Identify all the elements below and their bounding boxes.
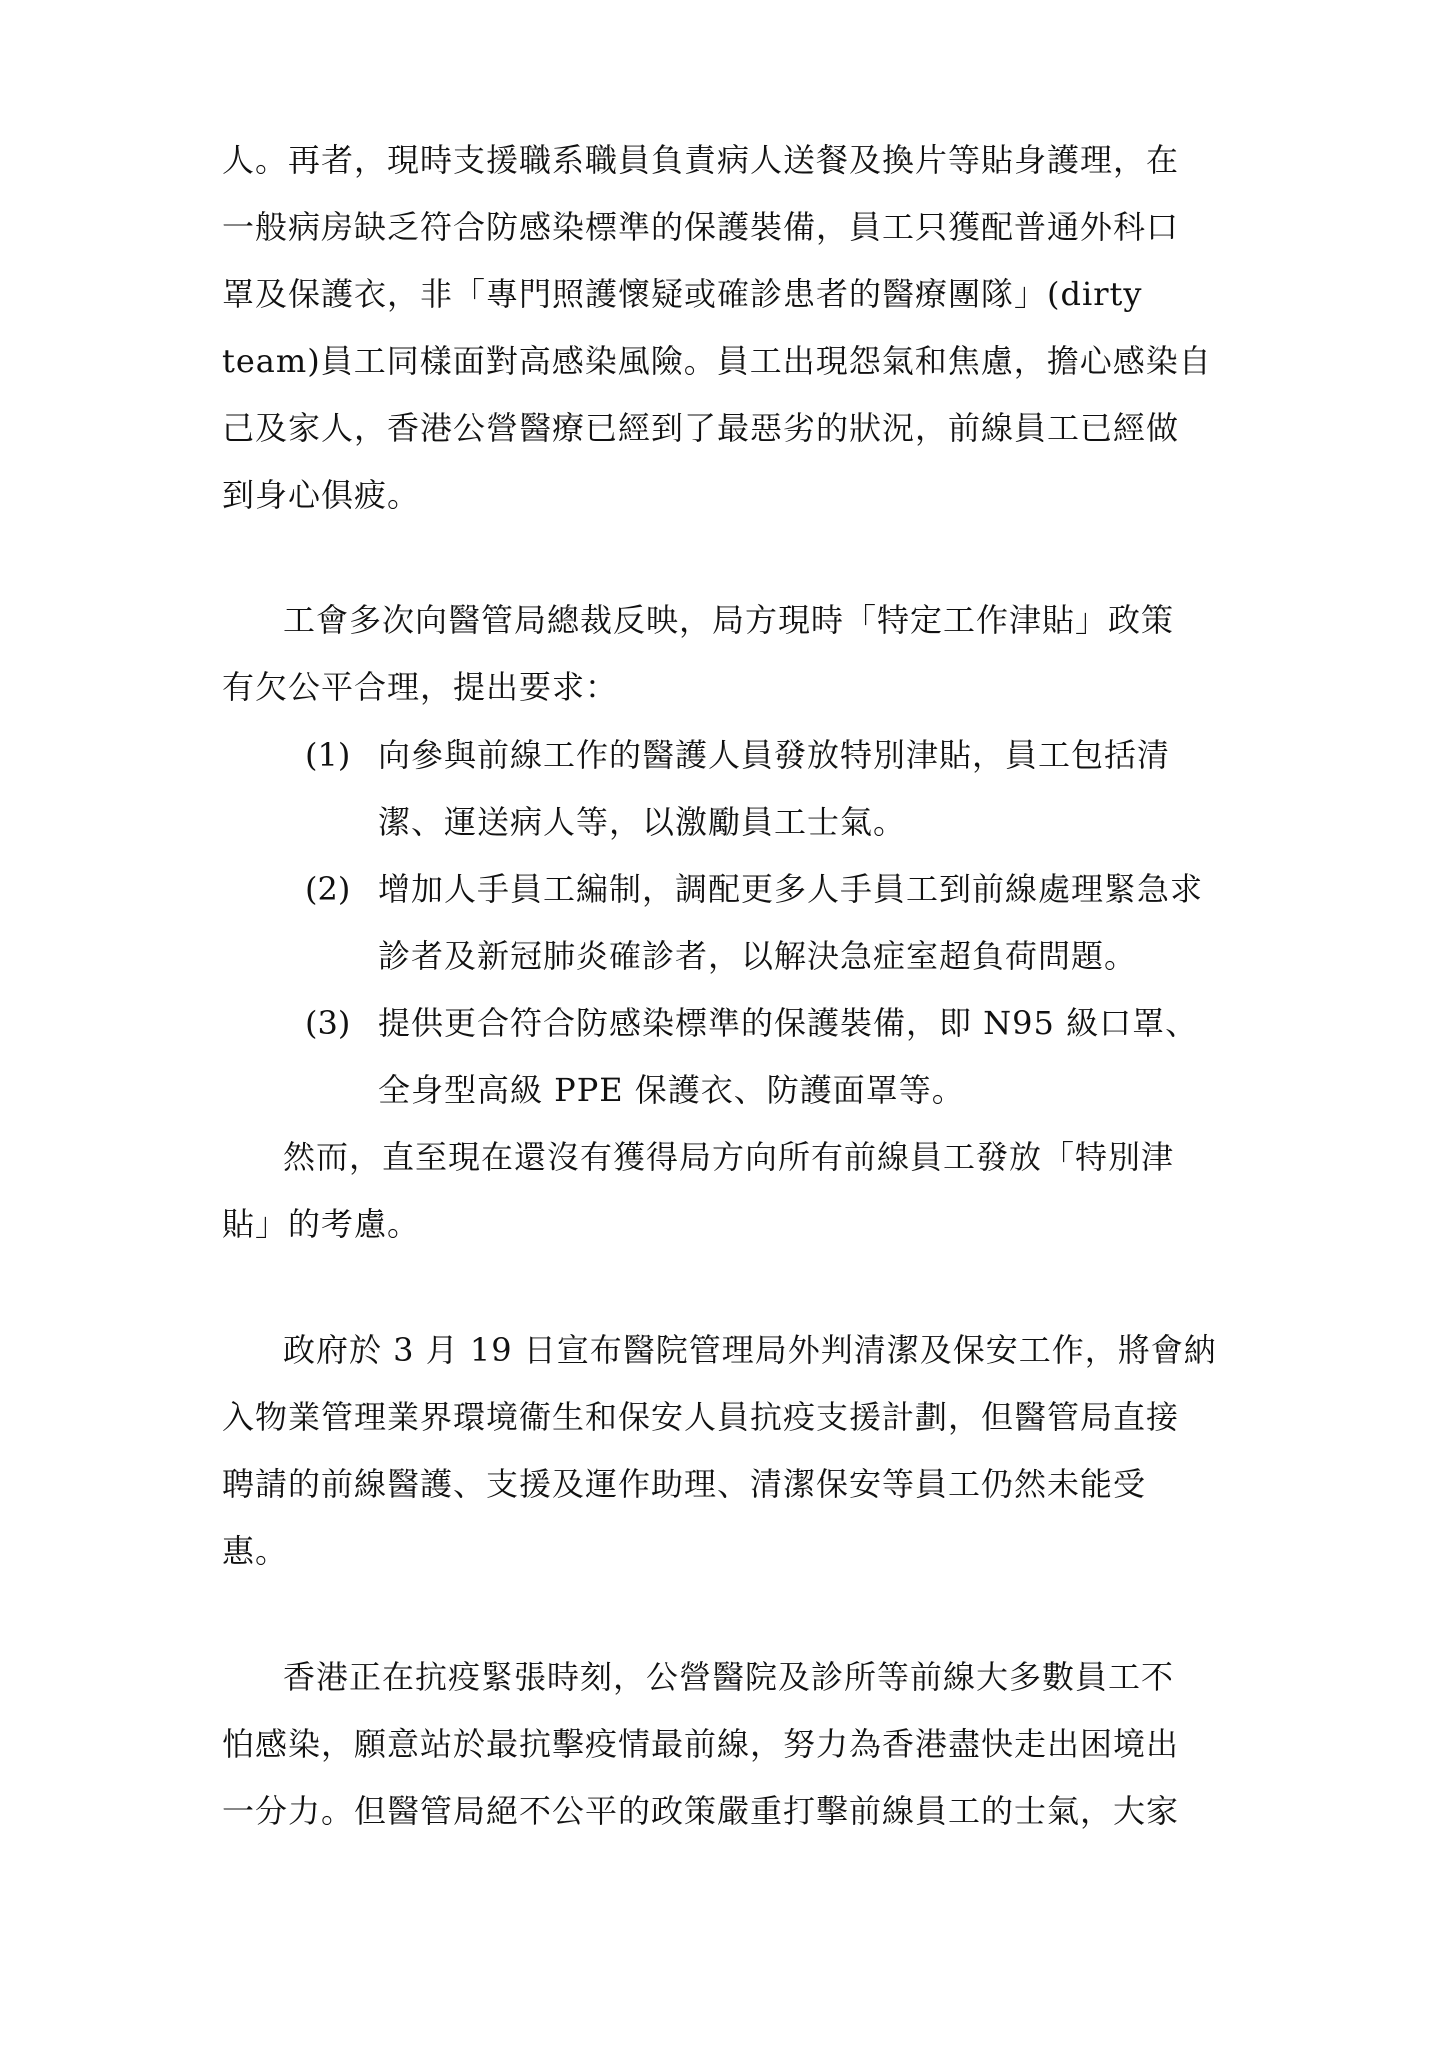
text-line: 到身心俱疲。 bbox=[222, 476, 421, 514]
text-line: 罩及保護衣，非「專門照護懷疑或確診患者的醫療團隊」(dirty bbox=[222, 275, 1143, 313]
text-line: 政府於 3 月 19 日宣布醫院管理局外判清潔及保安工作，將會納 bbox=[283, 1331, 1217, 1369]
text-line: 己及家人，香港公營醫療已經到了最惡劣的狀況，前線員工已經做 bbox=[222, 409, 1180, 447]
demand-number: (2) bbox=[305, 870, 351, 908]
text-line: 一般病房缺乏符合防感染標準的保護裝備，員工只獲配普通外科口 bbox=[222, 208, 1180, 246]
text-line: team)員工同樣面對高感染風險。員工出現怨氣和焦慮，擔心感染自 bbox=[222, 342, 1212, 380]
text-line: 診者及新冠肺炎確診者，以解決急症室超負荷問題。 bbox=[378, 937, 1138, 975]
text-line: 惠。 bbox=[222, 1532, 289, 1570]
text-line: 全身型高級 PPE 保護衣、防護面罩等。 bbox=[378, 1071, 965, 1109]
text-line: 貼」的考慮。 bbox=[222, 1205, 421, 1243]
text-line: 人。再者，現時支援職系職員負責病人送餐及換片等貼身護理，在 bbox=[222, 141, 1180, 179]
text-line: 工會多次向醫管局總裁反映，局方現時「特定工作津貼」政策 bbox=[283, 601, 1175, 639]
text-line: 然而，直至現在還沒有獲得局方向所有前線員工發放「特別津 bbox=[283, 1138, 1175, 1176]
text-line: 增加人手員工編制，調配更多人手員工到前線處理緊急求 bbox=[378, 870, 1204, 908]
text-line: 怕感染，願意站於最抗擊疫情最前線，努力為香港盡快走出困境出 bbox=[222, 1725, 1180, 1763]
text-line: 潔、運送病人等，以激勵員工士氣。 bbox=[378, 803, 907, 841]
demand-number: (3) bbox=[305, 1004, 351, 1042]
text-line: 聘請的前線醫護、支援及運作助理、清潔保安等員工仍然未能受 bbox=[222, 1465, 1147, 1503]
text-line: 入物業管理業界環境衞生和保安人員抗疫支援計劃，但醫管局直接 bbox=[222, 1398, 1180, 1436]
text-line: 有欠公平合理，提出要求： bbox=[222, 668, 619, 706]
text-line: 香港正在抗疫緊張時刻，公營醫院及診所等前線大多數員工不 bbox=[283, 1658, 1175, 1696]
text-line: 一分力。但醫管局絕不公平的政策嚴重打擊前線員工的士氣，大家 bbox=[222, 1792, 1180, 1830]
text-line: 向參與前線工作的醫護人員發放特別津貼，員工包括清 bbox=[378, 736, 1171, 774]
text-line: 提供更合符合防感染標準的保護裝備，即 N95 級口罩、 bbox=[378, 1004, 1199, 1042]
demand-number: (1) bbox=[305, 736, 351, 774]
